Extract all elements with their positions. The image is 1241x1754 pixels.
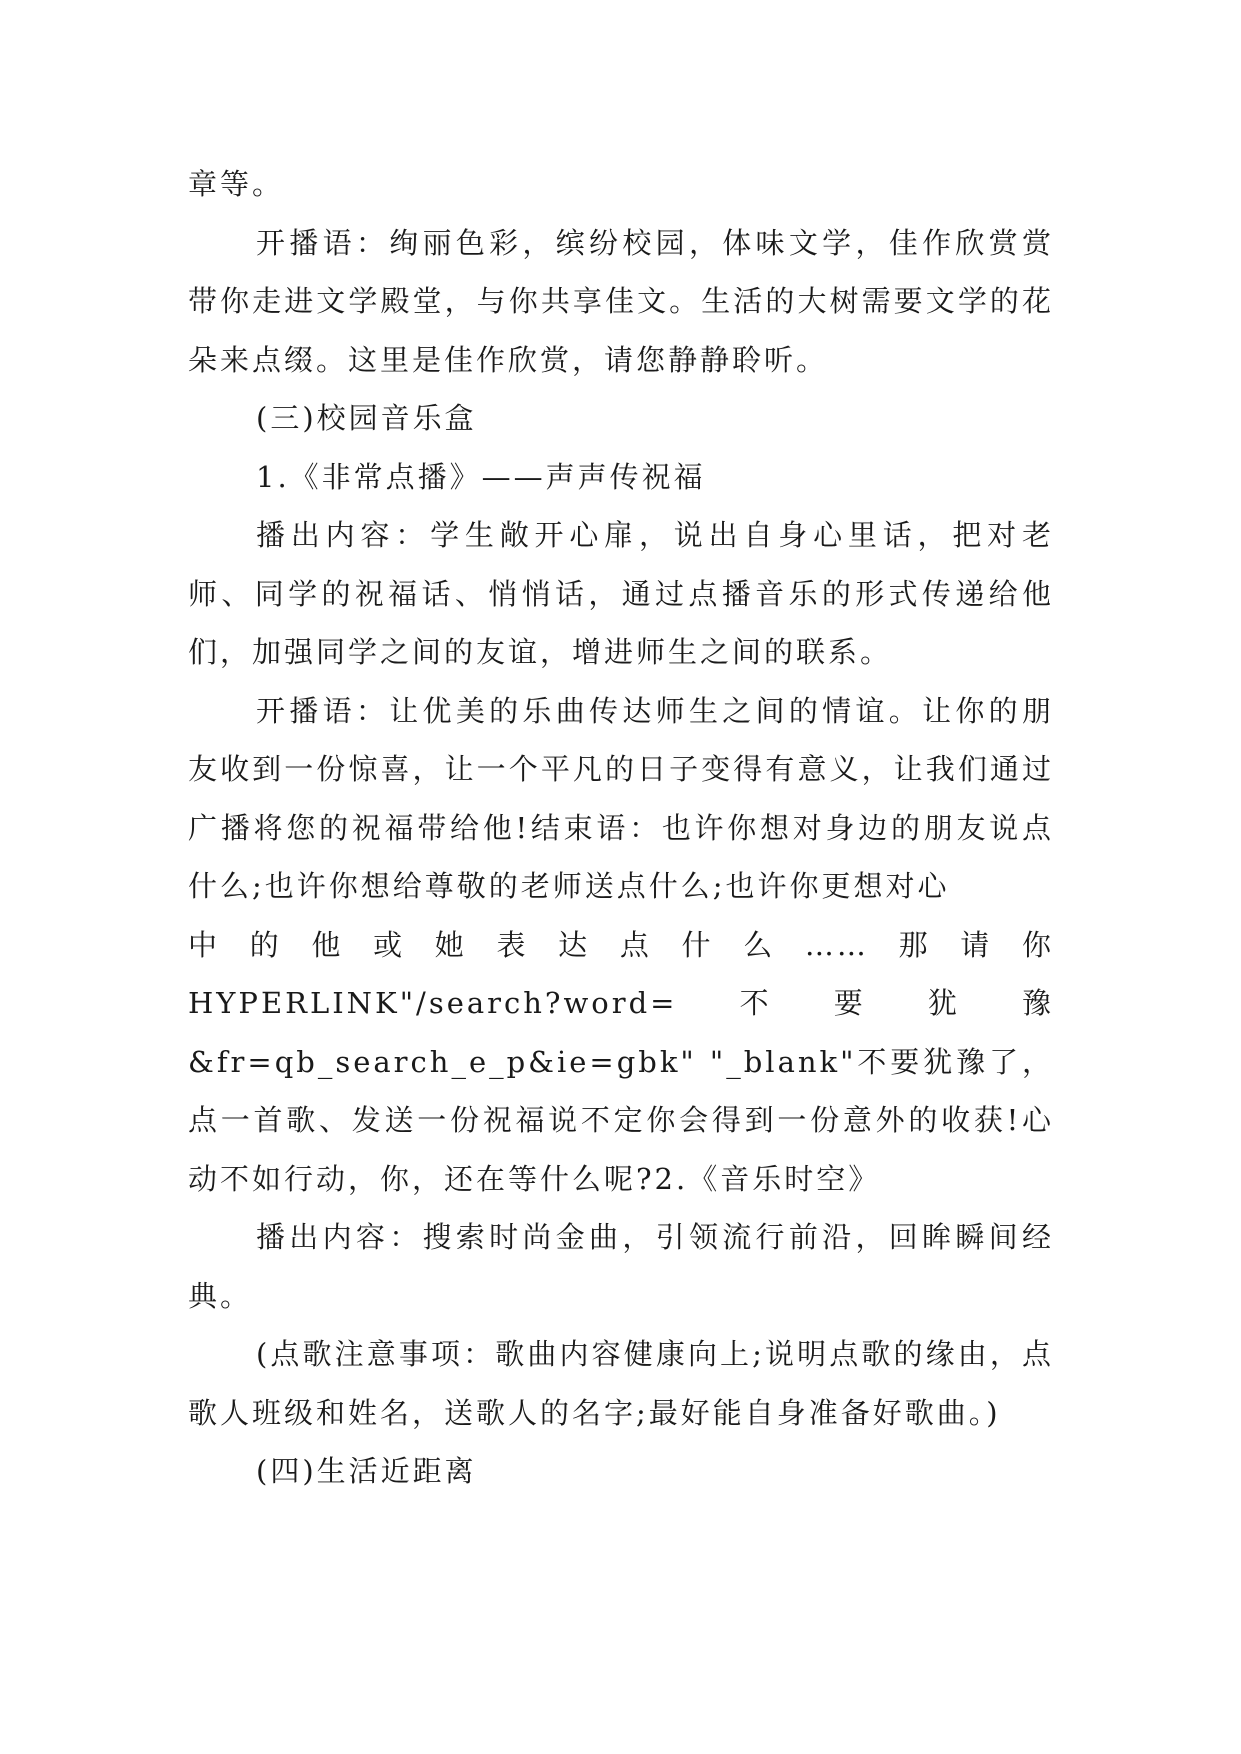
paragraph-opening-words: 开播语：让优美的乐曲传达师生之间的情谊。让你的朋友收到一份惊喜，让一个平凡的日子变得有意义，让我们通过广播将您的祝福带给他!结束语：也许你想对身边的朋友说点什么;也许你想给尊敬的老师送点什么;也许你更想对心	[188, 693, 1054, 903]
subheading-song-request: 1.《非常点播》——声声传祝福	[256, 459, 706, 494]
paragraph-hyperlink-continuation: &fr=qb_search_e_p&ie=gbk" "_blank"不要犹豫了，点一首歌、发送一份祝福说不定你会得到一份意外的收获!心动不如行动，你，还在等什么呢?2.《音乐时空》	[188, 1044, 1054, 1196]
paragraph-literature-intro: 开播语：绚丽色彩，缤纷校园，体味文学，佳作欣赏赏带你走进文学殿堂，与你共享佳文。生活的大树需要文学的花朵来点缀。这里是佳作欣赏，请您静静聆听。	[188, 225, 1054, 377]
paragraph-hyperlink-line: HYPERLINK"/search?word=不要犹豫	[188, 986, 1054, 1020]
body-text	[188, 155, 1054, 1501]
section-heading-life: (四)生活近距离	[256, 1454, 477, 1488]
paragraph-request-notes: (点歌注意事项：歌曲内容健康向上;说明点歌的缘由，点歌人班级和姓名，送歌人的名字;最好能自身准备好歌曲。)	[188, 1337, 1054, 1430]
paragraph-broadcast-content: 播出内容：学生敞开心扉，说出自身心里话，把对老师、同学的祝福话、悄悄话，通过点播音乐的形式传递给他们，加强同学之间的友谊，增进师生之间的联系。	[188, 518, 1054, 669]
section-heading-music-box: (三)校园音乐盒	[256, 401, 477, 435]
paragraph-continuation: 章等。	[188, 167, 285, 201]
paragraph-line-spread: 中的他或她表达点什么……那请你	[188, 927, 1054, 962]
paragraph-music-time-content: 播出内容：搜索时尚金曲，引领流行前沿，回眸瞬间经典。	[188, 1220, 1054, 1313]
